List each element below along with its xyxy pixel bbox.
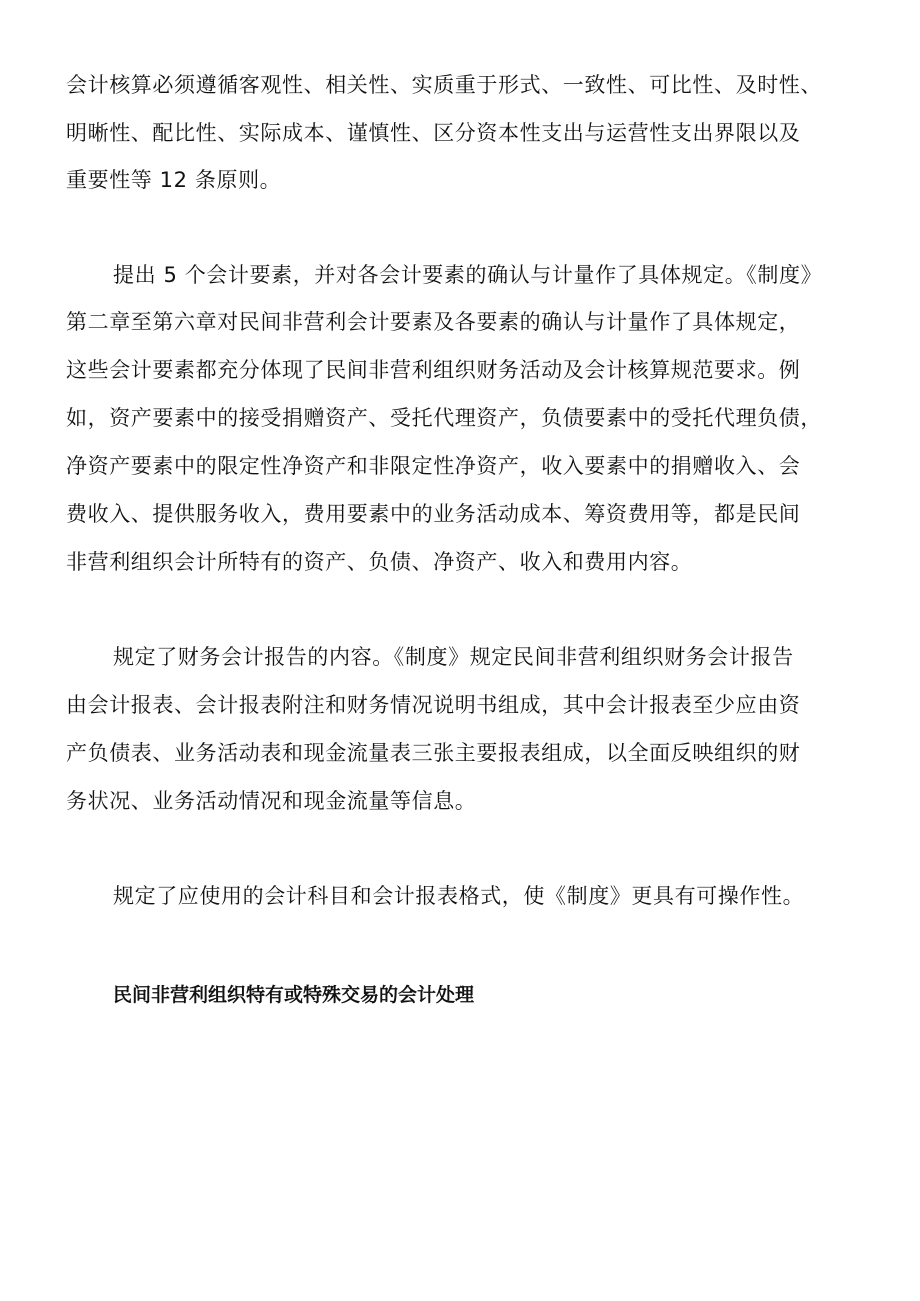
paragraph-2-line-3: 这些会计要素都充分体现了民间非营利组织财务活动及会计核算规范要求。例: [66, 358, 801, 382]
paragraph-3-line-3: 产负债表、业务活动表和现金流量表三张主要报表组成，以全面反映组织的财: [66, 741, 801, 765]
paragraph-3-line-2: 由会计报表、会计报表附注和财务情况说明书组成，其中会计报表至少应由资: [66, 693, 801, 717]
paragraph-2-line-5: 净资产要素中的限定性净资产和非限定性净资产，收入要素中的捐赠收入、会: [66, 454, 801, 478]
paragraph-3-line-1: 规定了财务会计报告的内容。《制度》规定民间非营利组织财务会计报告: [113, 645, 794, 669]
paragraph-2-line-2: 第二章至第六章对民间非营利会计要素及各要素的确认与计量作了具体规定，: [66, 310, 801, 334]
paragraph-1-line-3: 重要性等 12 条原则。: [66, 168, 282, 192]
paragraph-4-line-1: 规定了应使用的会计科目和会计报表格式，使《制度》更具有可操作性。: [113, 884, 805, 908]
paragraph-2-line-7: 非营利组织会计所特有的资产、负债、净资产、收入和费用内容。: [66, 550, 693, 574]
paragraph-2-line-6: 费收入、提供服务收入，费用要素中的业务活动成本、筹资费用等，都是民间: [66, 502, 801, 526]
paragraph-1-line-2: 明晰性、配比性、实际成本、谨慎性、区分资本性支出与运营性支出界限以及: [66, 121, 801, 145]
paragraph-3-line-4: 务状况、业务活动情况和现金流量等信息。: [66, 789, 477, 813]
paragraph-2-line-4: 如，资产要素中的接受捐赠资产、受托代理资产，负债要素中的受托代理负债，: [66, 406, 822, 430]
section-heading: 民间非营利组织特有或特殊交易的会计处理: [113, 984, 475, 1006]
paragraph-1-line-1: 会计核算必须遵循客观性、相关性、实质重于形式、一致性、可比性、及时性、: [66, 73, 822, 97]
paragraph-2-line-1: 提出 5 个会计要素，并对各会计要素的确认与计量作了具体规定。《制度》: [113, 263, 823, 287]
